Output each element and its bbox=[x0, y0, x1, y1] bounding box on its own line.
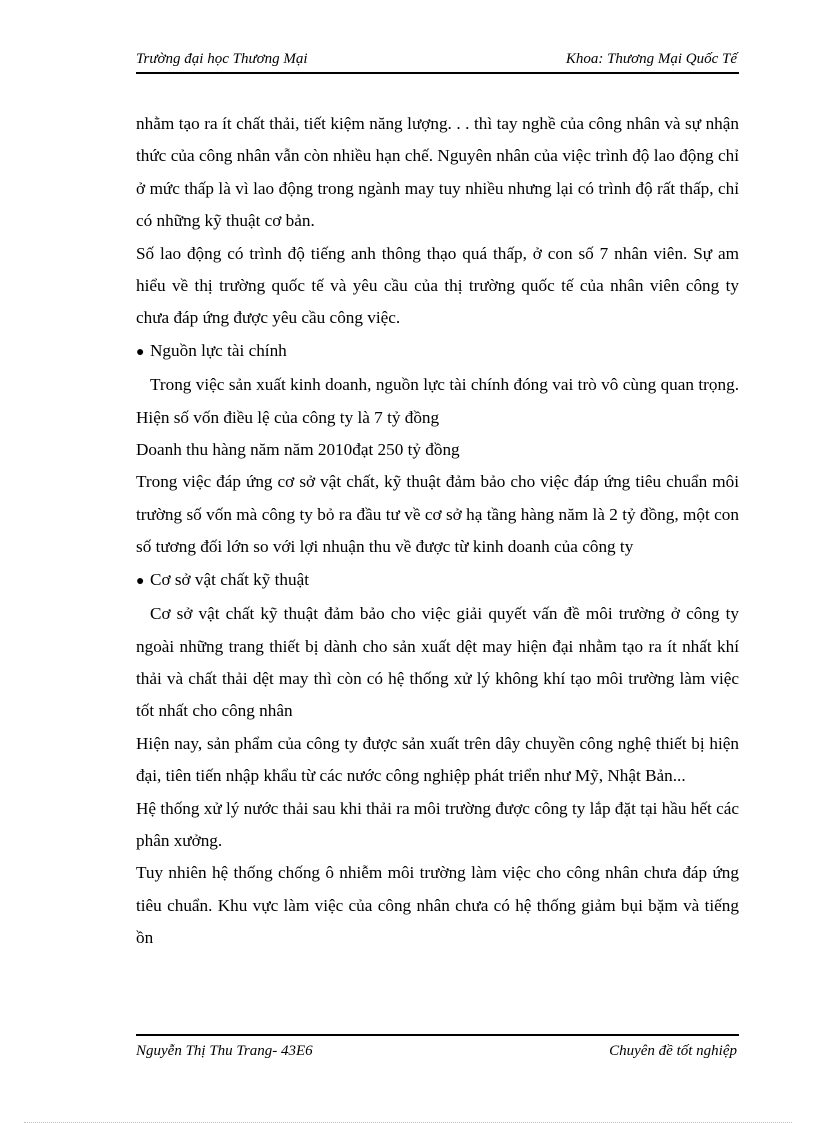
bullet-icon: ● bbox=[136, 344, 145, 360]
paragraph-5: Trong việc đáp ứng cơ sở vật chất, kỹ thuật đảm bảo cho việc đáp ứng tiêu chuẩn môi trường số vốn mà công ty bỏ ra đầu tư về cơ sở hạ tầng hàng năm là 2 tỷ đồng, một con số tương đối lớn so với lợi nhuận thu về được từ kinh doanh của công ty bbox=[136, 472, 739, 557]
paragraph-4: Doanh thu hàng năm năm 2010đạt 250 tỷ đồng bbox=[136, 440, 460, 460]
footer-author: Nguyễn Thị Thu Trang- 43E6 bbox=[136, 1043, 313, 1059]
page-footer bbox=[136, 1034, 739, 1062]
bullet-financial-resources bbox=[136, 335, 739, 369]
header-faculty: Khoa: Thương Mại Quốc Tế bbox=[565, 51, 737, 67]
paragraph-6: Cơ sở vật chất kỹ thuật đảm bảo cho việc giải quyết vấn đề môi trường ở công ty ngoài những trang thiết bị dành cho sản xuất dệt may hiện đại nhằm tạo ra ít nhất khí thải và chất thải dệt may thì còn có hệ thống xử lý không khí tạo môi trường làm việc tốt nhất cho công nhân bbox=[136, 604, 739, 721]
paragraph-2: Số lao động có trình độ tiếng anh thông thạo quá thấp, ở con số 7 nhân viên. Sự am hiểu về thị trường quốc tế và yêu cầu của thị trường quốc tế của nhân viên công ty chưa đáp ứng được yêu cầu công việc. bbox=[136, 243, 739, 328]
paragraph-1: nhằm tạo ra ít chất thải, tiết kiệm năng lượng. . . thì tay nghề của công nhân và sự nhận thức của công nhân vẫn còn nhiều hạn chế. Nguyên nhân của việc trình độ lao động chỉ ở mức thấp là vì lao động trong ngành may tuy nhiều nhưng lại có trình độ rất thấp, chỉ có những kỹ thuật cơ bản. bbox=[136, 114, 739, 231]
page-header bbox=[136, 48, 739, 74]
footer-doc-type: Chuyên đề tốt nghiệp bbox=[609, 1043, 737, 1059]
header-university: Trường đại học Thương Mại bbox=[136, 51, 308, 67]
paragraph-7: Hiện nay, sản phẩm của công ty được sản xuất trên dây chuyền công nghệ thiết bị hiện đại, tiên tiến nhập khẩu từ các nước công nghiệp phát triển như Mỹ, Nhật Bản... bbox=[136, 733, 739, 786]
bullet-icon: ● bbox=[136, 573, 145, 589]
paragraph-9: Tuy nhiên hệ thống chống ô nhiễm môi trường làm việc cho công nhân chưa đáp ứng tiêu chuẩn. Khu vực làm việc của công nhân chưa có hệ thống giảm bụi bặm và tiếng ồn bbox=[136, 863, 739, 948]
paragraph-8: Hệ thống xử lý nước thải sau khi thải ra môi trường được công ty lắp đặt tại hầu hết các phân xưởng. bbox=[136, 798, 739, 850]
bullet-label: Cơ sở vật chất kỹ thuật bbox=[150, 569, 309, 589]
page-body bbox=[136, 108, 739, 955]
bullet-label: Nguồn lực tài chính bbox=[150, 340, 287, 360]
paragraph-3: Trong việc sản xuất kinh doanh, nguồn lực tài chính đóng vai trò vô cùng quan trọng. Hiện số vốn điều lệ của công ty là 7 tỷ đồng bbox=[136, 375, 739, 427]
bullet-technical-facilities bbox=[136, 564, 739, 598]
